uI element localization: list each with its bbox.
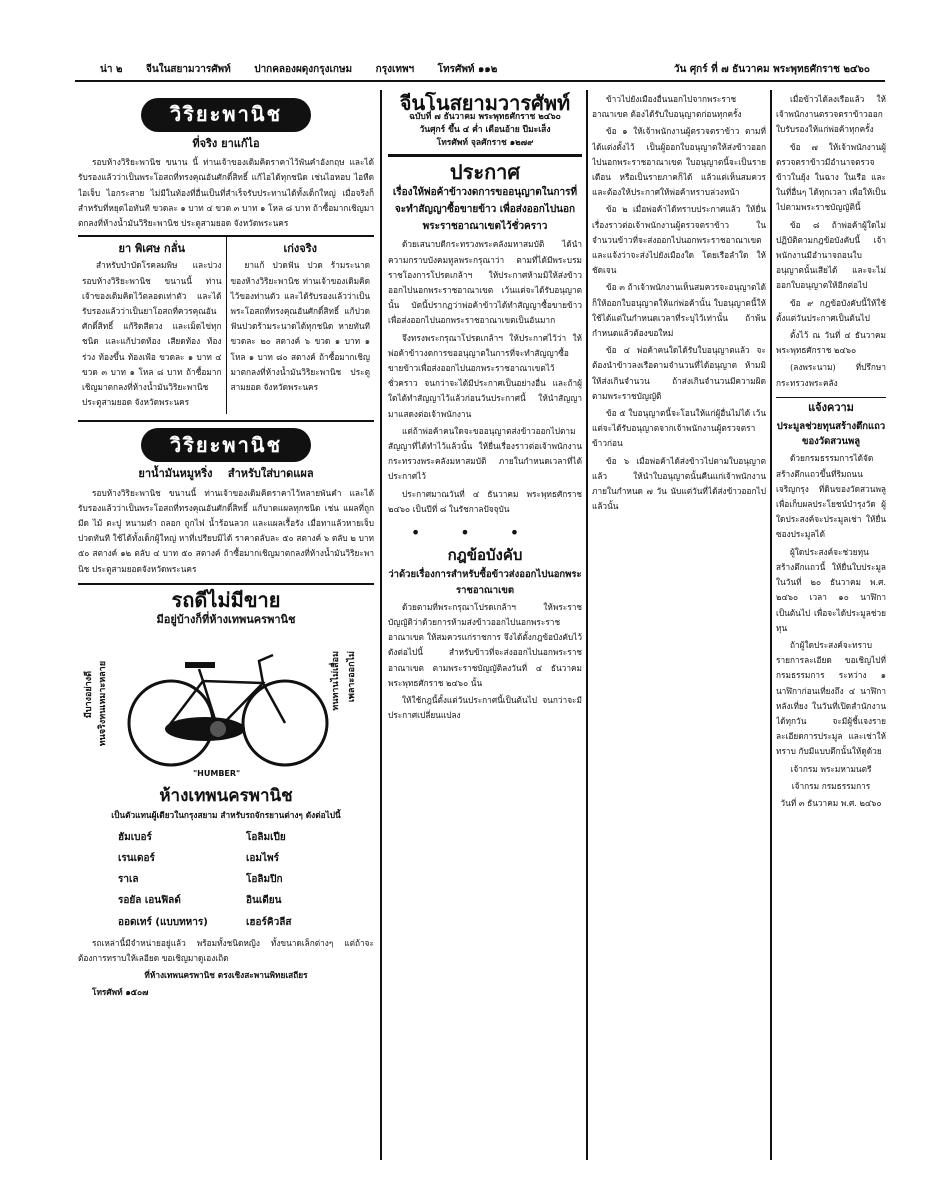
list-item: เฮอร์คิวลีส [246, 916, 292, 928]
ad-phone: โทรศัพท์ ๑๕๐๗ [92, 987, 149, 998]
signature-title: เจ้ากรม กรมธรรมการ [791, 780, 871, 791]
ad-intro: เป็นตัวแทนผู้เดียวในกรุงสยาม สำหรับรถจักรยานต่างๆ ดังต่อไปนี้ [111, 810, 341, 821]
paragraph: ข้อ ๘ ถ้าพ่อค้าผู้ใดไม่ปฏิบัติตามกฎข้อบังคับนี้ เจ้าพนักงานมีอำนาจถอนใบอนุญาตนั้นเสียได้ และจะไม่ออกใบอนุญาตให้อีกต่อไป [776, 219, 886, 291]
list-item: เอมไพร์ [246, 852, 280, 864]
paragraph: ข้อ ๙ กฎข้อบังคับนี้ให้ใช้ตั้งแต่วันประกาศเป็นต้นไป [776, 297, 886, 323]
bicycle-ad [78, 583, 374, 1001]
paragraph: ผู้ใดประสงค์จะช่วยทุนสร้างตึกแถวนี้ ให้ยื่นใบประมูลในวันที่ ๒๐ ธันวาคม พ.ศ. ๒๔๖๐ เวลา ๑๐ นาฬิกา เป็นต้นไป เพื่อจะได้ประมูลช่วยทุน [776, 546, 886, 633]
brand-banner: วิริยะพานิช [141, 98, 311, 132]
paragraph: รอบห้างวิริยะพานิช ขนาน นี้ ท่านเจ้าของเดิมคิดราคาไว้พันคำอังกฤษ และได้รับรองแล้วว่าเป็นพระโอสถที่ทรงคุณอันศักดิ์สิทธิ์ แก้ไอได้ทุกชนิด เช่นไอหอบ ไอหืด ไอเจ็บ ไอกระสาย ไม่มีในท้องที่อื่นเป็นที่สำเร็จรับประทานได้ทั้งเด็กใหญ่ เมื่อจริงก็สำหรับที่หยุดไอทันที ขวดละ ๑ บาท ๔ ขวด ๓ บาท ๑ โหล ๘ บาท ถ้าซื้อมากเชิญมาตกลงที่ห้างน้ำมันวิริยะพานิช ประตูสามยอด จังหวัดพระนคร [78, 157, 374, 229]
section-separator: ••• [410, 523, 560, 543]
paragraph: เมื่อข้าวได้ลงเรือแล้ว ให้เจ้าพนักงานตรวจตราข้าวออกใบรับรองให้แก่พ่อค้าทุกครั้ง [776, 94, 886, 135]
paragraph: แต่ถ้าพ่อค้าคนใดจะขออนุญาตส่งข้าวออกไปตามสัญญาที่ได้ทำไว้แล้วนั้น ให้ยื่นเรื่องราวต่อเจ้าพนักงานกระทรวงพระคลังมหาสมบัติ ภายในกำหนดเวลาที่ได้ประกาศไว้ [388, 425, 582, 482]
paragraph: ให้ใช้กฎนี้ตั้งแต่วันประกาศนี้เป็นต้นไป จนกว่าจะมีประกาศเปลี่ยนแปลง [388, 695, 582, 721]
ad-headline: รถดีไม่มีขาย [171, 587, 281, 612]
list-item: โอลิมเปีย [246, 831, 286, 843]
brand-banner: วิริยะพานิช [141, 428, 311, 462]
paper-name: จีนในสยามวารศัพท์ [146, 64, 231, 75]
issue-date: วัน ศุกร์ ที่ ๗ ธันวาคม พระพุทธศักราช ๒๔๖๐ [673, 64, 870, 75]
ad-viriya-ointment [78, 420, 374, 576]
side-caption: ทนทานไม่เสื่อม [330, 651, 341, 711]
address: ปากคลองผดุงกรุงเกษม [254, 64, 353, 75]
box-title: ยา พิเศษ กลั่น [118, 242, 185, 256]
page-header [100, 62, 870, 77]
ad-subtitle: สำหรับใส่บาดแผล [227, 467, 314, 481]
paragraph: ด้วยกรมธรรมการได้จัดสร้างตึกแถวขึ้นที่ริมถนนเจริญกรุง ที่ดินของวัดสวนพลู เพื่อเก็บผลประโยชน์บำรุงวัด ผู้ใดประสงค์จะประมูลเช่า ให้ยื่นซองประมูลได้ [776, 453, 886, 540]
side-caption: ทนจริงทนเหมาะหลาย [98, 661, 108, 747]
paragraph: ข้อ ๕ ใบอนุญาตนี้จะโอนให้แก่ผู้อื่นไม่ได้ เว้นแต่จะได้รับอนุญาตจากเจ้าพนักงานผู้ตรวจตราข้าวก่อน [592, 408, 766, 449]
page-number: น่า ๒ [100, 64, 123, 75]
list-item: อินเดียน [246, 895, 282, 907]
signature-date: วันที่ ๓ ธันวาคม พ.ศ. ๒๔๖๐ [780, 797, 882, 808]
paragraph: ข้อ ๓ ถ้าเจ้าพนักงานเห็นสมควรจะอนุญาตได้ ก็ให้ออกใบอนุญาตให้แก่พ่อค้านั้น ใบอนุญาตนี้ให้ใช้ได้แต่ในกำหนดเวลาที่ระบุไว้เท่านั้น ถ้าพ้นกำหนดแล้วต้องขอใหม่ [592, 282, 766, 339]
brand-list [78, 830, 374, 930]
paragraph: ข้อ ๒ เมื่อพ่อค้าได้ทราบประกาศแล้ว ให้ยื่นเรื่องราวต่อเจ้าพนักงานผู้ตรวจตราข้าว ในจำนวนข้าวที่จะส่งออกไปนอกพระราชอาณาเขต และแจ้งว่าจะส่งไปยังเมืองใด โดยเรือลำใด ให้ชัดเจน [592, 204, 766, 276]
paragraph: ถ้าผู้ใดประสงค์จะทราบรายการละเอียด ขอเชิญไปที่กรมธรรมการ ระหว่าง ๑ นาฬิกาก่อนเที่ยงถึง ๔ นาฬิกาหลังเที่ยง ในวันที่เปิดสำนักงานได้ทุกวัน จะมีผู้ชี้แจงรายละเอียดการประมูล และเช่าให้ทราบ กับมีแบบตึกนั้นให้ดูด้วย [776, 639, 886, 757]
ad-subhead: มีอยู่บ้างก็ที่ห้างเทพนครพานิช [156, 613, 296, 627]
box-title: เก่งจริง [283, 242, 317, 256]
list-item: ฮัมเบอร์ [118, 831, 152, 843]
paragraph: ด้วยเสนาบดีกระทรวงพระคลังมหาสมบัติ ได้นำความกราบบังคมทูลพระกรุณาว่า ตามที่ได้มีพระบรมราชโองการโปรดเกล้าฯ ให้ประกาศห้ามมิให้ส่งข้าวออกไปนอกพระราชอาณาเขต เว้นแต่จะได้รับอนุญาตนั้น บัดนี้ปรากฏว่าพ่อค้าข้าวได้ทำสัญญาซื้อขายข้าวเพื่อส่งออกไปนอกพระราชอาณาเขตเป็นอันมาก [388, 239, 582, 326]
notice-title: ประมูลช่วยทุนสร้างตึกแถว ของวัดสวนพลู [776, 421, 886, 448]
ad-subtitle: ที่จริง ยาแก้ไอ [192, 137, 260, 150]
ad-body: รอบห้างวิริยะพานิช ขนานนี้ ท่านเจ้าของเดิมคิดราคาไว้หลายพันคำ และได้รับรองแล้วว่าเป็นพระโอสถที่ทรงคุณอันศักดิ์สิทธิ์ แก้บาดแผลทุกชนิด เช่น แผลที่ถูกมีด ไม้ ตะปู หนามตำ ถลอก ถูกไฟ น้ำร้อนลวก และแผลเรื้อรัง เมื่อทาแล้วหายเจ็บปวดทันที ใช้ได้ทั้งเด็กผู้ใหญ่ หาที่เปรียบมิได้ ราคาตลับละ ๕๐ สตางค์ ๖ ตลับ ๒ บาท ๕๐ สตางค์ ๑๒ ตลับ ๔ บาท ๕๐ สตางค์ ถ้าซื้อมากเชิญมาตกลงที่ห้างน้ำมันวิริยะพานิช ประตูสามยอดจังหวัดพระนคร [78, 487, 374, 574]
column-divider [770, 90, 772, 1160]
regulation-column [592, 92, 766, 1162]
paragraph: ข้อ ๖ เมื่อพ่อค้าได้ส่งข้าวไปตามใบอนุญาตแล้ว ให้นำใบอนุญาตนั้นคืนแก่เจ้าพนักงาน ภายในกำหนด ๗ วัน นับแต่วันที่ได้ส่งข้าวออกไปแล้วนั้น [592, 455, 766, 512]
bicycle-label: "HUMBER" [193, 769, 241, 779]
list-item: ออดเทร์ (แบบทหาร) [118, 916, 208, 928]
center-column [388, 92, 582, 1162]
paragraph: ตั้งไว้ ณ วันที่ ๔ ธันวาคม พระพุทธศักราช ๒๔๖๐ [776, 330, 886, 356]
masthead [388, 92, 582, 157]
paragraph: (ลงพระนาม) ที่ปรึกษากระทรวงพระคลัง [776, 362, 886, 388]
phone: โทรศัพท์ ๑๑๒ [437, 64, 498, 75]
shop-name: ห้างเทพนครพานิช [159, 786, 293, 807]
list-item: ฉบับที่ ๗ ธันวาคม พระพุทธศักราช ๒๔๖๐ [409, 112, 561, 123]
paragraph: ข้าวไปยังเมืองอื่นนอกไปจากพระราชอาณาเขต ต้องได้รับใบอนุญาตก่อนทุกครั้ง [592, 94, 742, 120]
list-item: รอยัล เอนฟิลด์ [118, 895, 181, 907]
paragraph: ข้อ ๔ พ่อค้าคนใดได้รับใบอนุญาตแล้ว จะต้องนำข้าวลงเรือตามจำนวนที่ได้อนุญาต ห้ามมิให้ส่งเกินจำนวน ถ้าส่งเกินจำนวนมีความผิดตามพระราชบัญญัติ [592, 345, 766, 401]
bicycle-illustration [123, 641, 333, 771]
regulation-title: กฎข้อบังคับ [447, 546, 523, 565]
column-divider [586, 90, 588, 1160]
paragraph: ข้อ ๗ ให้เจ้าพนักงานผู้ตรวจตราข้าวมีอำนาจตรวจข้าวในยุ้ง ในฉาง ในเรือ และในที่อื่นๆ ได้ทุกเวลา เพื่อให้เป็นไปตามพระราชบัญญัตินี้ [776, 141, 886, 213]
ad-subtitle: ยาน้ำมันหมูหริ่ง [138, 467, 213, 481]
side-caption: เพลาะออกไม่ [346, 651, 357, 703]
paragraph: จึงทรงพระกรุณาโปรดเกล้าฯ ให้ประกาศไว้ว่า ให้พ่อค้าข้าวงดการขออนุญาตในการที่จะทำสัญญาซื้อขายข้าวเพื่อส่งออกไปนอกพระราชอาณาเขตไว้ชั่วคราว จนกว่าจะได้มีประกาศเป็นอย่างอื่น และถ้าผู้ใดได้ทำสัญญาไว้แล้วก่อนวันประกาศนี้ ให้นำสัญญามาแสดงต่อเจ้าพนักงาน [388, 332, 582, 419]
notice-label: แจ้งความ [808, 400, 854, 414]
signature: เจ้ากรม พระมหามนตรี [790, 763, 872, 774]
box-body: ยาแก้ ปวดฟัน ปวด ร้ามระนาด ของห้างวิริยะพานิช ท่านเจ้าของเดิมคิดไว้ของท่านตัว และได้รับรองแล้วว่าเป็นพระโอสถที่ทรงคุณอันศักดิ์สิทธิ์ แก้ปวดฟันปวดร้ามระนาดได้ทุกชนิด หายทันที ขวดละ ๒๐ สตางค์ ๖ ขวด ๑ บาท ๑ โหล ๑ บาท ๘๐ สตางค์ ถ้าซื้อมากเชิญมาตกลงที่ห้างน้ำมันวิริยะพานิช ประตูสามยอด จังหวัดพระนคร [230, 260, 370, 393]
ad-footer: รถเหล่านี้มีจำหน่ายอยู่แล้ว พร้อมทั้งชนิดหญิง ทั้งขนาดเล็กต่างๆ แต่ถ้าจะต้องการทราบให้เลอียด ขอเชิญมาดูเองเถิด [78, 937, 374, 963]
list-item: โอลิมปิก [246, 874, 283, 886]
masthead-title: จีนโนสยามวารศัพท์ [399, 92, 571, 115]
list-item: เรนเดอร์ [118, 852, 155, 864]
side-caption: มีบางอย่างดี [84, 671, 94, 719]
ad-boxes [78, 235, 374, 414]
list-item: ราเล [118, 874, 139, 886]
list-item: วันศุกร์ ขึ้น ๔ ค่ำ เดือนอ้าย ปีมะเส็ง [419, 125, 551, 136]
box-body: สำหรับบำบัดโรคลมพิษ และบ่วงรอบห้างวิริยะพานิช ขนานนี้ ท่านเจ้าของเดิมคิดไว้ตลอดเท่าตัว และได้รับรองแล้วว่าเป็นยาโอสถที่ควรคุณอันศักดิ์สิทธิ์ แก้ริดสีดวง และเม็ดไข่ทุกชนิด และแก้ปวดท้อง เสียดท้อง ท้องร่วง ท้องขึ้น ท้องเฟ้อ ขวดละ ๑ บาท ๔ ขวด ๓ บาท ๑ โหล ๘ บาท ถ้าซื้อมากเชิญมาตกลงที่ห้างน้ำมันวิริยะพานิช ประตูสามยอด จังหวัดพระนคร [82, 260, 222, 408]
paragraph: ข้อ ๑ ให้เจ้าพนักงานผู้ตรวจตราข้าว ตามที่ได้แต่งตั้งไว้ เป็นผู้ออกใบอนุญาตให้ส่งข้าวออกไปนอกพระราชอาณาเขต ใบอนุญาตนี้จะเป็นรายเดือน หรือเป็นรายภาคก็ได้ แล้วแต่เห็นสมควร และต้องให้ประกาศให้พ่อค้าทราบล่วงหน้า [592, 126, 766, 198]
announcement-title: ประกาศ [449, 160, 521, 185]
regulation-subtitle: ว่าด้วยเรื่องการสำหรับซื้อข้าวส่งออกไปนอกพระราชอาณาเขต [388, 569, 582, 596]
header-rule [75, 80, 885, 82]
paragraph: ด้วยตามที่พระกรุณาโปรดเกล้าฯ ให้พระราชบัญญัติว่าด้วยการห้ามส่งข้าวออกไปนอกพระราชอาณาเขต ให้สมควรแก่ราชการ จึงได้ตั้งกฎข้อบังคับไว้ดังต่อไปนี้ สำหรับข้าวที่จะส่งออกไปนอกพระราชอาณาเขต ตามพระราชบัญญัติลงวันที่ ๔ ธันวาคม พระพุทธศักราช ๒๔๖๐ นั้น [388, 601, 582, 688]
ad-address: ที่ห้างเทพนครพานิช ตรงเชิงสะพานพิทยเสถียร [144, 970, 308, 981]
notice-column [776, 92, 886, 1162]
column-divider [380, 90, 382, 1160]
list-item: โทรศัพท์ จุลศักราช ๑๒๗๙ [436, 138, 534, 149]
ad-viriya-cough [78, 98, 374, 414]
city: กรุงเทพฯ [375, 64, 415, 75]
paragraph: ประกาศมาณวันที่ ๔ ธันวาคม พระพุทธศักราช ๒๔๖๐ เป็นปีที่ ๘ ในรัชกาลปัจจุบัน [388, 488, 582, 514]
advert-column [78, 92, 374, 1162]
announcement-subtitle: เรื่องให้พ่อค้าข้าวงดการขออนุญาตในการที่จะทำสัญญาซื้อขายข้าว เพื่อส่งออกไปนอกพระราชอาณาเขตไว้ชั่วคราว [392, 187, 578, 233]
